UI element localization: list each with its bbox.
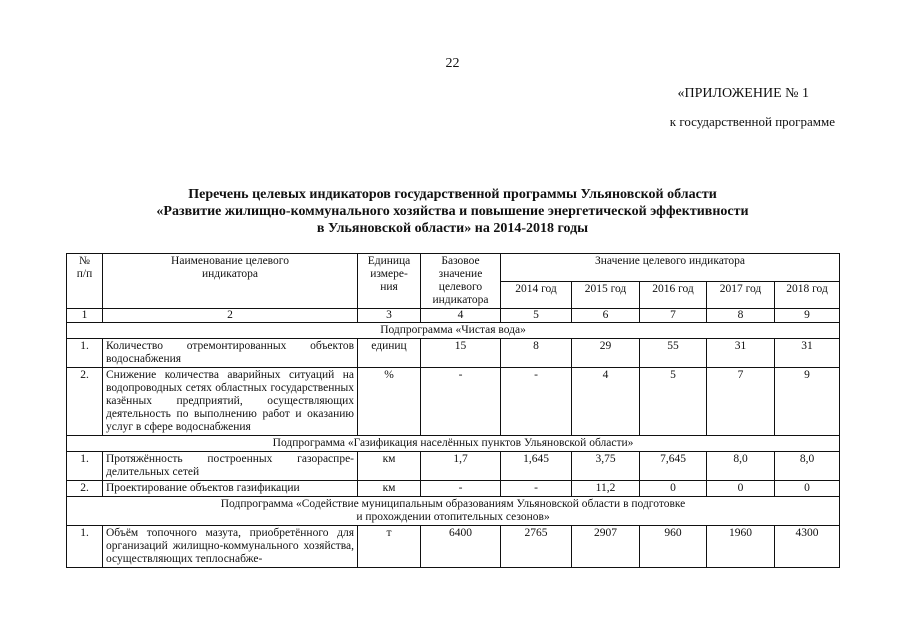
row-unit: % (358, 368, 421, 436)
row-value-2016: 0 (640, 481, 707, 497)
column-number: 3 (358, 309, 421, 323)
row-name: Количество отремонтированных объектов водоснабжения (103, 339, 358, 368)
header-unit (358, 254, 421, 309)
section-title-line-1: Подпрограмма «Содействие муниципальным образованиям Ульяновской области в подготовке (220, 498, 686, 510)
header-year-2016: 2016 год (640, 281, 707, 309)
header-year-2015: 2015 год (572, 281, 640, 309)
column-number: 4 (421, 309, 501, 323)
header-num-line-2: п/п (76, 268, 93, 280)
row-value-2018: 8,0 (775, 452, 840, 481)
row-name: Протяжённость построенных газораспре-делительных сетей (103, 452, 358, 481)
header-name-line-2: индикатора (201, 268, 258, 280)
row-value-2017: 1960 (707, 526, 775, 568)
header-year-2017: 2017 год (707, 281, 775, 309)
row-base: - (421, 368, 501, 436)
row-value-2017: 8,0 (707, 452, 775, 481)
row-name: Снижение количества аварийных ситуаций на водопроводных сетях областных государственных казённых предприятий, осуществляющих деятельность по выполнению работ и оказанию услуг в сфере водоснабжения (103, 368, 358, 436)
table-row (67, 526, 840, 568)
section-title-gasification: Подпрограмма «Газификация населённых пунктов Ульяновской области» (67, 436, 840, 452)
header-num (67, 254, 103, 309)
row-num: 1. (67, 452, 103, 481)
row-value-2017: 0 (707, 481, 775, 497)
column-number: 6 (572, 309, 640, 323)
row-value-2014: 1,645 (501, 452, 572, 481)
column-number: 1 (67, 309, 103, 323)
appendix-subtitle: к государственной программе (669, 114, 835, 129)
row-unit: единиц (358, 339, 421, 368)
row-value-2016: 7,645 (640, 452, 707, 481)
row-base: 15 (421, 339, 501, 368)
header-num-line-1: № (79, 255, 90, 267)
table-row (67, 481, 840, 497)
header-unit-line-3: ния (380, 281, 398, 293)
table-row (67, 452, 840, 481)
row-unit: км (358, 481, 421, 497)
row-num: 2. (67, 481, 103, 497)
header-base-line-1: Базовое (441, 255, 480, 267)
column-number: 8 (707, 309, 775, 323)
column-number: 5 (501, 309, 572, 323)
row-value-2016: 960 (640, 526, 707, 568)
row-value-2016: 5 (640, 368, 707, 436)
table-row (67, 368, 840, 436)
column-number: 7 (640, 309, 707, 323)
row-value-2015: 11,2 (572, 481, 640, 497)
header-base-line-2: значение (438, 268, 483, 280)
row-value-2015: 2907 (572, 526, 640, 568)
column-number: 9 (775, 309, 840, 323)
section-title-heating-seasons (67, 497, 840, 526)
header-name (103, 254, 358, 309)
document-title-line-1: Перечень целевых индикаторов государственной программы Ульяновской области (188, 187, 717, 202)
row-num: 2. (67, 368, 103, 436)
header-unit-line-1: Единица (367, 255, 411, 267)
row-base: - (421, 481, 501, 497)
row-value-2015: 3,75 (572, 452, 640, 481)
row-value-2014: - (501, 368, 572, 436)
section-title-line-2: и прохождении отопительных сезонов» (356, 511, 550, 523)
header-base-line-4: индикатора (432, 294, 489, 306)
row-value-2014: - (501, 481, 572, 497)
row-name: Объём топочного мазута, приобретённого для организаций жилищно-коммунального хозяйства, осуществляющих теплоснабже- (103, 526, 358, 568)
row-value-2018: 4300 (775, 526, 840, 568)
table-row (67, 339, 840, 368)
header-year-2014: 2014 год (501, 281, 572, 309)
row-value-2018: 0 (775, 481, 840, 497)
row-value-2018: 9 (775, 368, 840, 436)
header-base-line-3: целевого (438, 281, 483, 293)
row-value-2017: 7 (707, 368, 775, 436)
section-title-clean-water: Подпрограмма «Чистая вода» (67, 323, 840, 339)
row-value-2018: 31 (775, 339, 840, 368)
row-value-2015: 29 (572, 339, 640, 368)
row-value-2014: 2765 (501, 526, 572, 568)
row-base: 6400 (421, 526, 501, 568)
header-unit-line-2: измере- (370, 268, 408, 280)
document-title-line-3: в Ульяновской области» на 2014-2018 годы (316, 221, 589, 236)
column-number: 2 (103, 309, 358, 323)
section-row (67, 436, 840, 452)
row-num: 1. (67, 339, 103, 368)
document-title (0, 186, 905, 237)
header-name-line-1: Наименование целевого (171, 255, 289, 267)
column-numbers-row (67, 309, 840, 323)
page-number: 22 (445, 56, 460, 71)
row-unit: км (358, 452, 421, 481)
header-row-1 (67, 254, 840, 282)
row-value-2015: 4 (572, 368, 640, 436)
row-value-2016: 55 (640, 339, 707, 368)
row-base: 1,7 (421, 452, 501, 481)
row-num: 1. (67, 526, 103, 568)
document-title-line-2: «Развитие жилищно-коммунального хозяйства и повышение энергетической эффективности (156, 204, 749, 219)
indicators-table (66, 253, 840, 568)
row-value-2014: 8 (501, 339, 572, 368)
header-year-2018: 2018 год (775, 281, 840, 309)
header-base (421, 254, 501, 309)
row-value-2017: 31 (707, 339, 775, 368)
row-name: Проектирование объектов газификации (103, 481, 358, 497)
section-row (67, 497, 840, 526)
header-values-group: Значение целевого индикатора (501, 254, 840, 282)
appendix-title: «ПРИЛОЖЕНИЕ № 1 (677, 86, 809, 101)
section-row (67, 323, 840, 339)
row-unit: т (358, 526, 421, 568)
